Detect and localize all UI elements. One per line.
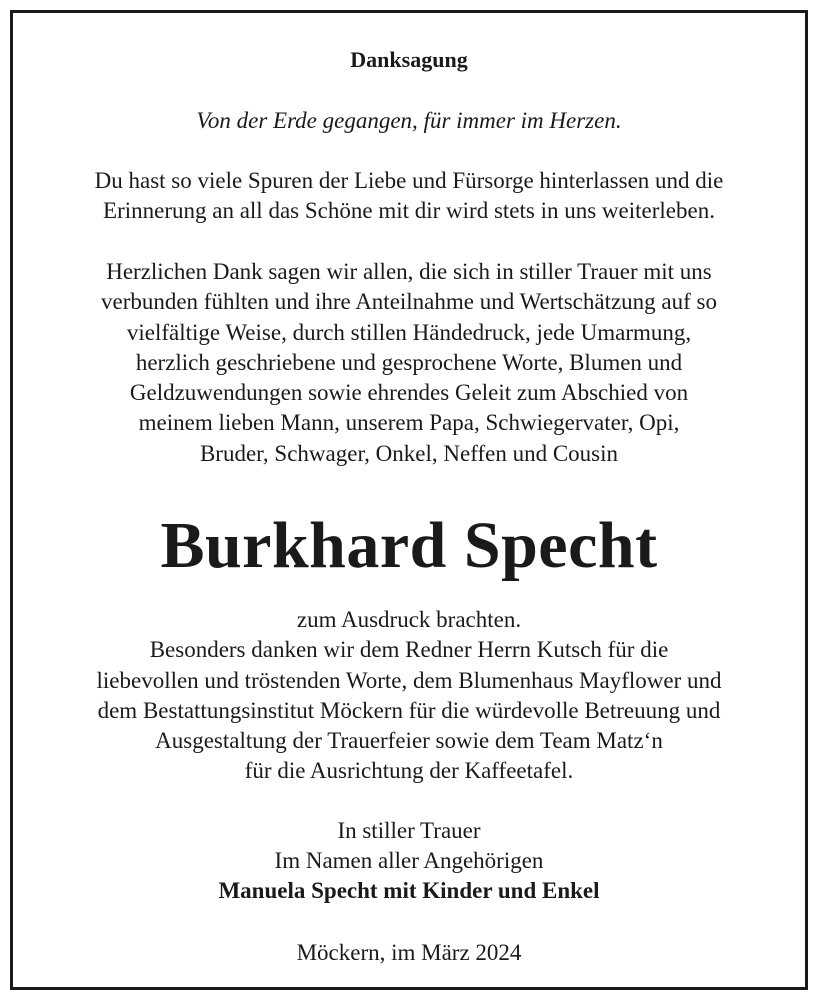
paragraph-line: vielfältige Weise, durch stillen Händedruck, jede Umarmung, [126, 319, 692, 345]
signer-name: Manuela Specht mit Kinder und Enkel [218, 878, 600, 903]
paragraph-line: Ausgestaltung der Trauerfeier sowie dem Team Matz‘n [155, 728, 663, 754]
closing-line-mourning: In stiller Trauer [337, 818, 481, 843]
closing-block [13, 816, 805, 906]
paragraph-legacy [13, 166, 805, 227]
notice-motto: Von der Erde gegangen, für immer im Herzen. [196, 108, 622, 133]
paragraph-line: Du hast so viele Spuren der Liebe und Fürsorge hinterlassen und die [94, 168, 724, 193]
deceased-name: Burkhard Specht [160, 509, 658, 582]
paragraph-line: verbunden fühlten und ihre Anteilnahme und Wertschätzung auf so [100, 289, 717, 315]
paragraph-line: liebevollen und tröstenden Worte, dem Blumenhaus Mayflower und [96, 667, 722, 693]
paragraph-thanks [13, 257, 805, 469]
paragraph-line: Bruder, Schwager, Onkel, Neffen und Cousin [199, 440, 619, 466]
paragraph-line: herzlich geschriebene und gesprochene Worte, Blumen und [135, 349, 683, 375]
notice-frame [10, 10, 808, 990]
paragraph-special-thanks [13, 605, 805, 787]
paragraph-line: Besonders danken wir dem Redner Herrn Kutsch für die [149, 637, 669, 663]
paragraph-line: für die Ausrichtung der Kaffeetafel. [244, 758, 574, 784]
paragraph-line: Erinnerung an all das Schöne mit dir wird stets in uns weiterleben. [103, 198, 715, 224]
paragraph-line: dem Bestattungsinstitut Möckern für die würdevolle Betreuung und [97, 697, 721, 723]
paragraph-line: meinem lieben Mann, unserem Papa, Schwiegervater, Opi, [138, 410, 680, 436]
closing-line-relatives: Im Namen aller Angehörigen [274, 848, 544, 873]
paragraph-line: zum Ausdruck brachten. [296, 607, 522, 632]
place-date: Möckern, im März 2024 [296, 940, 522, 965]
paragraph-line: Herzlichen Dank sagen wir allen, die sich in stiller Trauer mit uns [106, 259, 712, 284]
notice-heading: Danksagung [350, 47, 468, 72]
paragraph-line: Geldzuwendungen sowie ehrendes Geleit zum Abschied von [129, 380, 689, 406]
